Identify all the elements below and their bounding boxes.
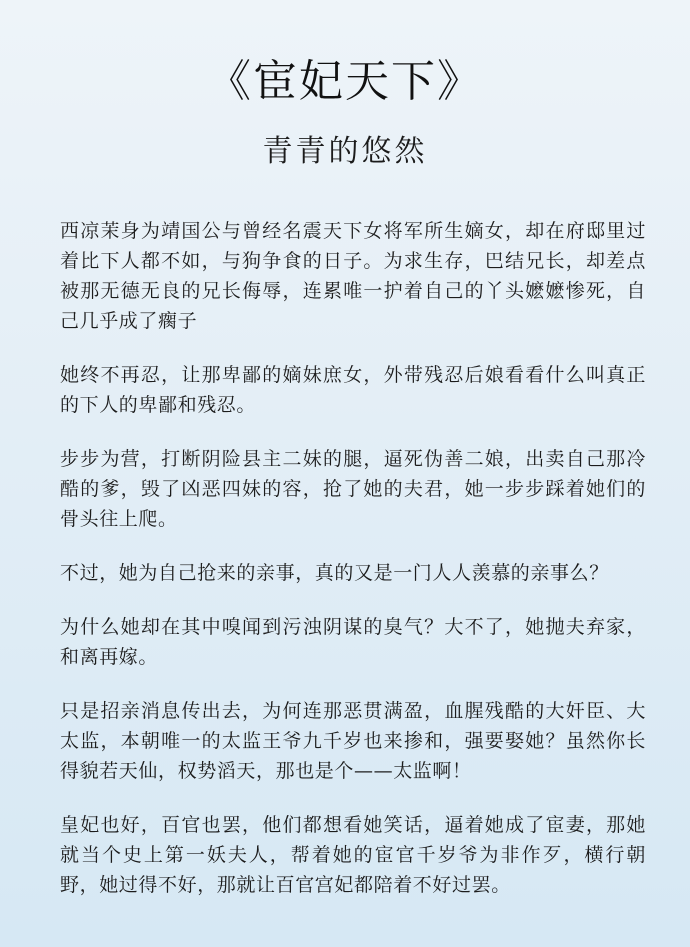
synopsis-paragraph-6: 只是招亲消息传出去，为何连那恶贯满盈，血腥残酷的大奸臣、大太监，本朝唯一的太监王爷九千岁也来掺和，强要娶她？虽然你长得貌若天仙，权势滔天，那也是个——太监啊！ [60,700,646,782]
synopsis-body [60,216,646,924]
synopsis-paragraph-5: 为什么她却在其中嗅闻到污浊阴谋的臭气？大不了，她抛夫弃家，和离再嫁。 [60,616,646,668]
synopsis-paragraph-3: 步步为营，打断阴险县主二妹的腿，逼死伪善二娘，出卖自己那冷酷的爹，毁了凶恶四妹的容，抢了她的夫君，她一步步踩着她们的骨头往上爬。 [60,448,646,530]
synopsis-paragraph-4: 不过，她为自己抢来的亲事，真的又是一门人人羡慕的亲事么？ [60,562,609,584]
synopsis-paragraph-2: 她终不再忍，让那卑鄙的嫡妹庶女，外带残忍后娘看看什么叫真正的下人的卑鄙和残忍。 [60,364,646,416]
synopsis-paragraph-1: 西凉茉身为靖国公与曾经名震天下女将军所生嫡女，却在府邸里过着比下人都不如，与狗争食的日子。为求生存，巴结兄长，却差点被那无德无良的兄长侮辱，连累唯一护着自己的丫头嬷嬷惨死，自己几乎成了瘸子 [60,220,646,332]
book-title: 《宦妃天下》 [207,56,483,107]
author-name: 青青的悠然 [262,134,428,169]
synopsis-paragraph-7: 皇妃也好，百官也罢，他们都想看她笑话，逼着她成了宦妻，那她就当个史上第一妖夫人，帮着她的宦官千岁爷为非作歹，横行朝野，她过得不好，那就让百官宫妃都陪着不好过罢。 [60,814,646,896]
